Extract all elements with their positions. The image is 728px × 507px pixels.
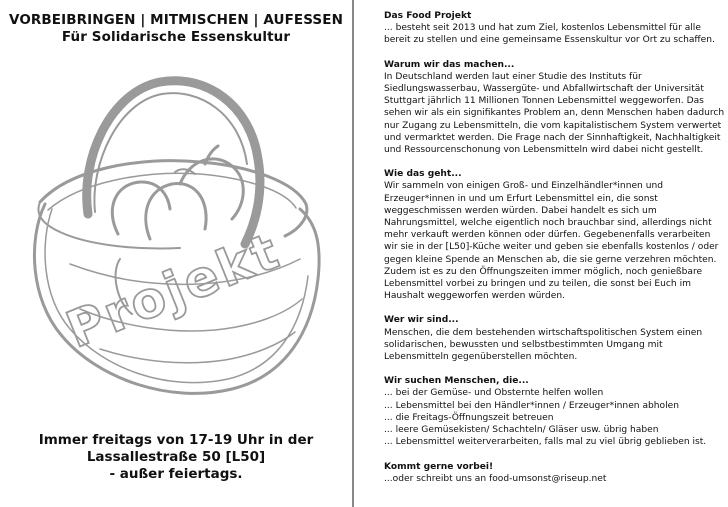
- flyer-front-panel: [0, 0, 353, 507]
- section-looking-for: [384, 375, 726, 448]
- opening-hours-note: - außer feiertags.: [109, 466, 243, 482]
- section-who-body: Menschen, die dem bestehenden wirtschaftspolitischen System einen solidarischen, bewussten und selbstbestimmten Umgang mit Lebensmitteln gegenüberstellen möchten.: [384, 327, 703, 363]
- list-item: ... bei der Gemüse- und Obsternte helfen wollen: [384, 388, 604, 399]
- info-content: [384, 10, 726, 497]
- headline: [0, 12, 352, 46]
- opening-hours: [0, 432, 352, 483]
- section-about: [384, 10, 726, 47]
- section-how: [384, 168, 726, 302]
- section-contact-title: Kommt gerne vorbei!: [384, 461, 494, 472]
- list-item: ... Lebensmittel weiterverarbeiten, falls mal zu viel übrig geblieben ist.: [384, 437, 707, 448]
- section-why-title: Warum wir das machen...: [384, 59, 515, 70]
- section-how-body: Wir sammeln von einigen Groß- und Einzelhändler*innen und Erzeuger*innen in und um Erfurt Lebensmittel ein, die sonst weggeschmissen werden würden. Dabei handelt es sich um Nahrungsmittel, welche eigentlich noch brauchbar sind, allerdings nicht mehr verkauft werden können oder dürfen. Gegebenenfalls verarbeiten wir sie in der [L50]-Küche weiter und geben sie ebenfalls kostenlos / oder gegen kleine Spende an Menschen ab, die sie gerne verzehren möchten. Zudem ist es zu den Öffnungszeiten immer möglich, noch genießbare Lebensmittel vorbei zu bringen und zu teilen, die sonst bei Euch im Haushalt weggeworfen werden würden.: [384, 181, 719, 302]
- section-why-body: In Deutschland werden laut einer Studie des Instituts für Siedlungswasserbau, Wassergüte- und Abfallwirtschaft der Universität Stuttgart jährlich 11 Millionen Tonnen Lebensmittel weggeworfen. Das sehen wir als ein signifikantes Problem an, denn Menschen haben dadurch nur Zugang zu Lebensmitteln, die vom kapitalistischem System verwertet und vermarktet werden. Die Frage nach der Sinnhaftigkeit, Nachhaltigkeit und Ressourcenschonung von Lebensmitteln wird dabei nicht gestellt.: [384, 71, 725, 156]
- section-looking-for-title: Wir suchen Menschen, die...: [384, 376, 529, 387]
- section-who-title: Wer wir sind...: [384, 315, 459, 326]
- list-item: ... Lebensmittel bei den Händler*innen / Erzeuger*innen abholen: [384, 400, 680, 411]
- basket-logo: [0, 64, 352, 420]
- opening-hours-address: Lassallestraße 50 [L50]: [86, 449, 266, 465]
- list-item: ... leere Gemüsekisten/ Schachteln/ Gläser usw. übrig haben: [384, 425, 659, 436]
- headline-slogan: VORBEIBRINGEN | MITMISCHEN | AUFESSEN: [9, 12, 343, 28]
- contact-email-text: ...oder schreibt uns an food-umsonst@riseup.net: [384, 473, 607, 484]
- section-how-title: Wie das geht...: [384, 169, 462, 180]
- flyer-info-panel: [353, 0, 728, 507]
- section-who: [384, 314, 726, 363]
- section-why: [384, 59, 726, 157]
- headline-subtitle: Für Solidarische Essenskultur: [61, 29, 291, 45]
- logo-word: Projekt: [58, 221, 289, 360]
- section-contact: [384, 461, 726, 485]
- opening-hours-line-1: Immer freitags von 17-19 Uhr in der: [38, 432, 314, 448]
- section-about-body: ... besteht seit 2013 und hat zum Ziel, kostenlos Lebensmittel für alle bereit zu stellen und eine gemeinsame Essenskultur vor Ort zu schaffen.: [384, 23, 715, 46]
- list-item: ... die Freitags-Öffnungszeit betreuen: [384, 412, 554, 423]
- section-about-title: Das Food Projekt: [384, 11, 472, 21]
